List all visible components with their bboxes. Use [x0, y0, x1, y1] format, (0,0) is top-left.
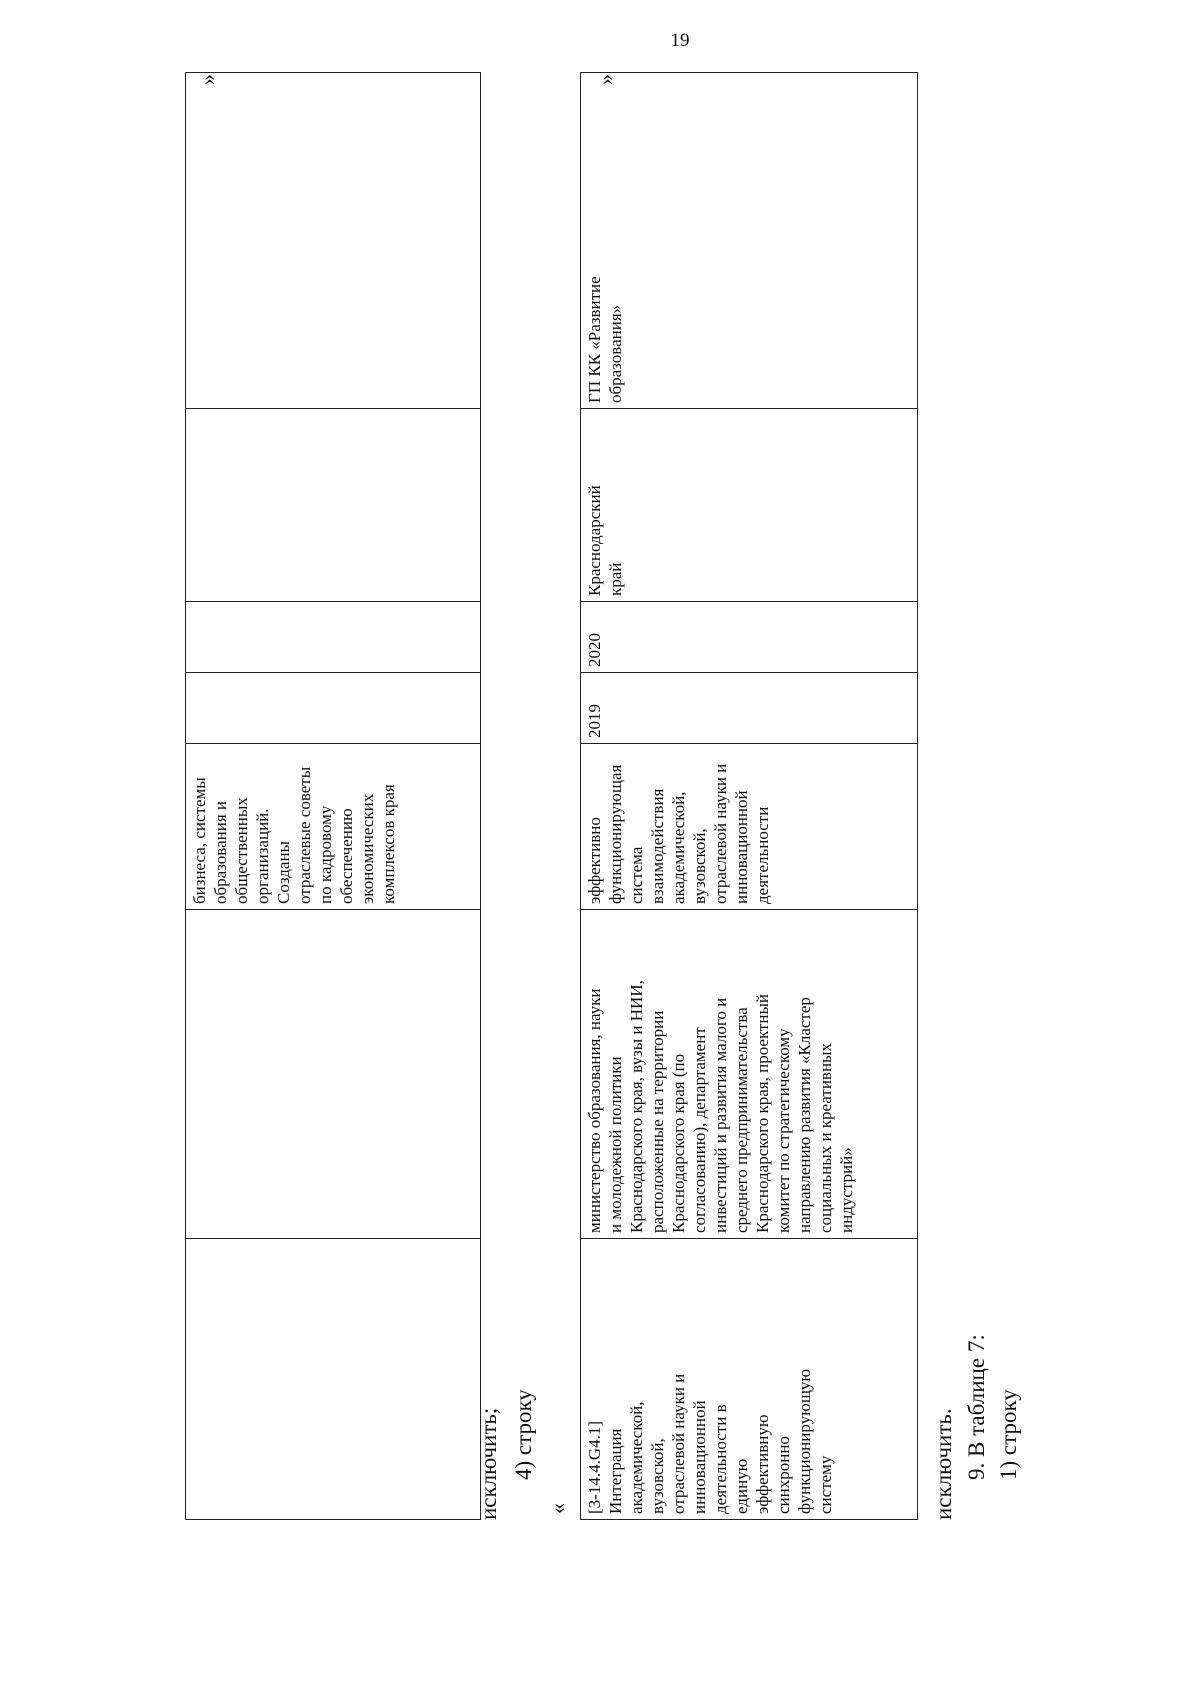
- cell-program: [186, 73, 481, 409]
- text-line: взаимодействия: [648, 788, 667, 904]
- item-4-text: 4) строку: [511, 1389, 536, 1480]
- cell-event: [186, 1239, 481, 1520]
- text-line: эффективно: [585, 817, 604, 904]
- text-line: министерство образования, науки: [585, 988, 604, 1233]
- bottom-closing-quote: »: [593, 74, 618, 85]
- text-line: обеспечению: [337, 808, 356, 904]
- item-1-text: 1) строку: [996, 1389, 1021, 1480]
- text-line: Созданы: [274, 841, 293, 904]
- table-row: [581, 73, 918, 1520]
- cell-program: [581, 73, 918, 409]
- text-line: образования»: [606, 304, 625, 403]
- text-line: расположенные на территории: [648, 1010, 667, 1233]
- text-line: край: [606, 562, 625, 596]
- text-line: Краснодарский: [585, 485, 604, 596]
- text-line: единую: [732, 1458, 751, 1514]
- text-line: среднего предпринимательства: [732, 1007, 751, 1233]
- text-line: и молодежной политики: [606, 1056, 625, 1233]
- bottom-table: [580, 72, 918, 1520]
- text-line: направлению развития «Кластер: [795, 997, 814, 1233]
- text-line: комитет по стратегическому: [774, 1028, 793, 1233]
- text-line: организаций.: [253, 808, 272, 904]
- text-line: бизнеса, системы: [190, 777, 209, 904]
- text-line: ГП КК «Развитие: [585, 276, 604, 403]
- text-line: согласованию), департамент: [690, 1027, 709, 1233]
- cell-result: [581, 744, 918, 910]
- cell-result: [186, 744, 481, 910]
- text-line: по кадровому: [316, 805, 335, 904]
- text-line: функционирующая: [606, 764, 625, 904]
- cell-territory: [581, 409, 918, 602]
- cell-end-year: 2020: [581, 602, 918, 673]
- text-line: синхронно: [774, 1436, 793, 1514]
- text-line: Краснодарского края, проектный: [753, 993, 772, 1233]
- cell-end-year: [186, 602, 481, 673]
- text-line: экономических: [358, 793, 377, 904]
- text-line: система: [627, 846, 646, 904]
- text-line: академической,: [669, 791, 688, 904]
- text-line: [3-14.4.G4.1]: [585, 1420, 604, 1514]
- text-line: инвестиций и развития малого и: [711, 997, 730, 1233]
- text-line: Краснодарского края, вузы и НИИ,: [627, 980, 646, 1233]
- rotated-content: [185, 60, 1195, 1520]
- text-line: вузовской,: [648, 1438, 667, 1514]
- cell-territory: [186, 409, 481, 602]
- top-closing-quote: »: [195, 74, 220, 85]
- cell-start-year: 2019: [581, 673, 918, 744]
- text-line: инновационной: [690, 1400, 709, 1514]
- text-line: академической,: [627, 1401, 646, 1514]
- page-number: 19: [670, 30, 690, 51]
- text-line: общественных: [232, 797, 251, 904]
- text-line: систему: [816, 1455, 835, 1514]
- text-line: индустрий»: [837, 1147, 856, 1233]
- table-row: [186, 73, 481, 1520]
- text-line: отраслевой науки и: [669, 1373, 688, 1514]
- text-line: социальных и креативных: [816, 1043, 835, 1233]
- text-line: отраслевой науки и: [711, 763, 730, 904]
- cell-event: [581, 1239, 918, 1520]
- exclude-text: исключить;: [476, 1407, 501, 1520]
- cell-start-year: [186, 673, 481, 744]
- exclude-end-text: исключить.: [931, 1408, 956, 1520]
- cell-executors: [186, 910, 481, 1239]
- item-9-text: 9. В таблице 7:: [964, 1334, 989, 1480]
- text-line: деятельности в: [711, 1404, 730, 1514]
- opening-quote: «: [545, 1503, 570, 1514]
- cell-executors: [581, 910, 918, 1239]
- text-line: деятельности: [753, 806, 772, 904]
- text-line: Краснодарского края (по: [669, 1053, 688, 1233]
- text-line: функционирующую: [795, 1368, 814, 1514]
- text-line: отраслевые советы: [295, 766, 314, 904]
- text-line: инновационной: [732, 790, 751, 904]
- top-table: [185, 72, 481, 1520]
- text-line: Интеграция: [606, 1428, 625, 1514]
- text-line: образования и: [211, 800, 230, 904]
- text-line: эффективную: [753, 1414, 772, 1514]
- text-line: вузовской,: [690, 828, 709, 904]
- text-line: комплексов края: [379, 784, 398, 904]
